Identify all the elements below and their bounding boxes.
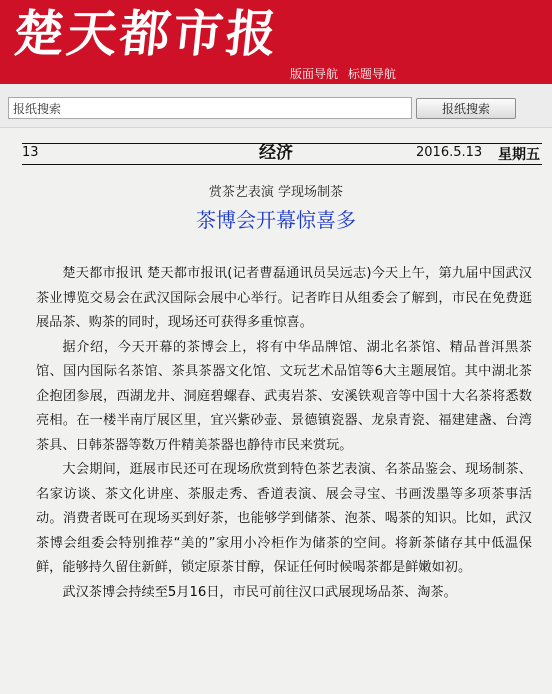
top-navigation [290, 66, 402, 82]
search-input[interactable] [8, 97, 412, 119]
article-paragraph: 大会期间，逛展市民还可在现场欣赏到特色茶艺表演、名茶品鉴会、现场制茶、名家访谈、茶文化讲座、茶服走秀、香道表演、展会寻宝、书画泼墨等多项茶事活动。消费者既可在现场买到好茶，也能够学到储茶、泡茶、喝茶的知识。比如，武汉茶博会组委会特别推荐“美的”家用小冷柜作为储茶的空间。将新茶储存其中低温保鲜，能够持久留住新鲜，锁定原茶甘醇，保证任何时候喝茶都是鲜嫩如初。 [36, 462, 532, 575]
article-title: 茶博会开幕惊喜多 [196, 208, 356, 232]
nav-link-title-navigation[interactable]: 标题导航 [347, 67, 396, 81]
article-subtitle: 赏茶艺表演 学现场制茶 [208, 185, 344, 200]
article-paragraph: 武汉茶博会持续至5月16日，市民可前往汉口武展现场品茶、淘茶。 [62, 584, 457, 600]
search-button[interactable]: 报纸搜索 [416, 98, 516, 119]
nav-link-page-navigation[interactable]: 版面导航 [290, 67, 339, 81]
article-paragraph: 据介绍，今天开幕的茶博会上，将有中华品牌馆、湖北名茶馆、精品普洱黑茶馆、国内国际名茶馆、茶具茶器文化馆、文玩艺术品馆等6大主题展馆。其中湖北茶企抱团参展，西湖龙井、洞庭碧螺春、武夷岩茶、安溪铁观音等中国十大名茶将悉数亮相。在一楼半南厅展区里，宜兴紫砂壶、景德镇瓷器、龙泉青瓷、福建建盏、台湾茶具、日韩茶器等数万件精美茶器也静待市民来赏玩。 [36, 339, 532, 453]
masthead [0, 0, 552, 84]
issue-date: 2016.5.13 [416, 145, 483, 160]
issue-weekday: 星期五 [498, 147, 540, 163]
page-number: 13 [22, 145, 39, 160]
newspaper-logo: 楚天都市报 [10, 4, 283, 63]
header-rule-bottom [22, 164, 542, 165]
section-name: 经济 [259, 143, 293, 163]
article-body [36, 262, 532, 605]
article-paragraph: 楚天都市报讯 楚天都市报讯(记者曹磊通讯员吴远志)今天上午，第九届中国武汉茶业博览交易会在武汉国际会展中心举行。记者昨日从组委会了解到，市民在免费逛展品茶、购茶的同时，现场还可获得多重惊喜。 [36, 266, 532, 330]
